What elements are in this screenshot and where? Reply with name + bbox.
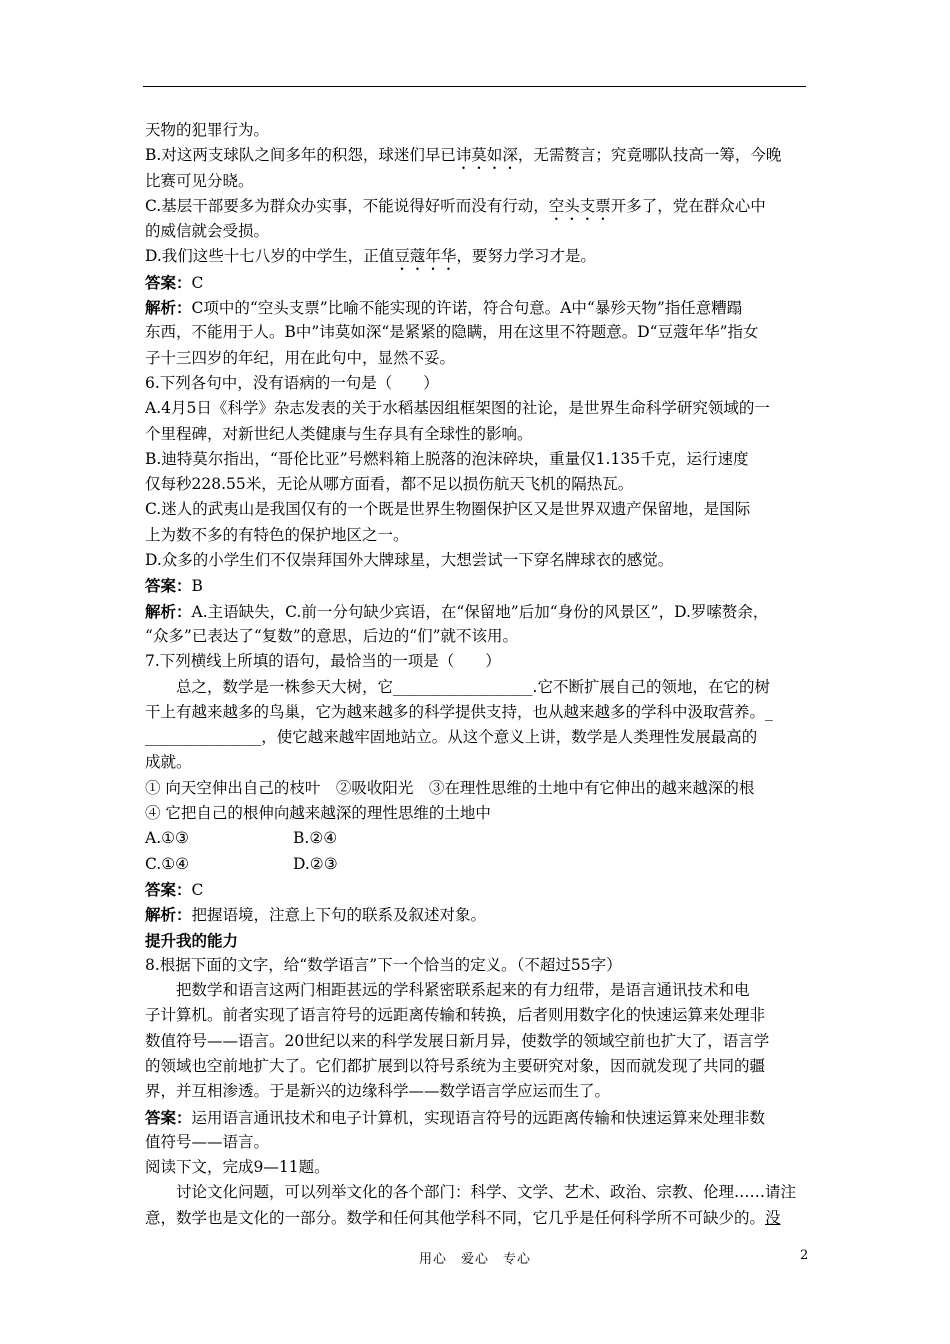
reading-instruction	[145, 1155, 810, 1180]
text-line	[145, 118, 810, 143]
option-b-text: B.迪特莫尔指出，“哥伦比亚”号燃料箱上脱落的泡沫碎块，重量仅1.135千克，运行速度	[145, 449, 749, 468]
option-c-text: C.迷人的武夷山是我国仅有的一个既是世界生物圈保护区又是世界双遗产保留地，是国际	[145, 500, 751, 519]
analysis-line	[145, 902, 810, 927]
fill-blank: _______________	[145, 728, 262, 747]
passage-text: 干上有越来越多的鸟巢，它为越来越多的科学提供支持，也从越来越多的学科中汲取营养。_	[145, 702, 773, 721]
page-content	[145, 118, 810, 1231]
passage-text: 把数学和语言这两门相距甚远的学科紧密联系起来的有力纽带，是语言通讯技术和电	[176, 981, 750, 1000]
passage-line	[145, 1029, 810, 1054]
answer-value: 运用语言通讯技术和电子计算机，实现语言符号的远距离传输和快速运算来处理非数	[191, 1108, 766, 1127]
instruction-text: 阅读下文，完成9—11题。	[145, 1158, 330, 1177]
option-row	[145, 852, 810, 877]
passage-text: 意，数学也是文化的一部分。数学和任何其他学科不同，它几乎是任何科学所不可缺少的。	[145, 1208, 766, 1227]
answer-line	[145, 573, 810, 598]
analysis-text: C项中的“空头支票”比喻不能实现的许诺，符合句意。A中“暴殄天物”指任意糟蹋	[191, 299, 743, 318]
option-c-continuation: 的威信就会受损。	[145, 222, 270, 241]
answer-label: 答案：	[145, 879, 192, 899]
answer-value: B	[191, 577, 203, 596]
option-line	[145, 396, 810, 421]
header-rule	[143, 86, 806, 87]
analysis-label: 解析：	[145, 905, 192, 925]
option-line	[145, 497, 810, 522]
answer-value: C	[191, 273, 204, 292]
answer-label: 答案：	[145, 272, 192, 292]
text-line	[145, 143, 810, 168]
answer-line	[145, 270, 810, 295]
passage-text: 总之，数学是一株参天大树，它	[176, 677, 394, 696]
underlined-text: 没	[765, 1208, 781, 1227]
option-line	[145, 523, 810, 548]
text-line	[145, 169, 810, 194]
option-b-text: B.对这两支球队之间多年的积怨，球迷们早已	[145, 146, 456, 165]
answer-value: 值符号——语言。	[145, 1132, 270, 1151]
choice-sentence: ① 向天空伸出自己的枝叶 ②吸收阳光 ③在理性思维的土地中有它伸出的越来越深的根	[145, 778, 755, 797]
analysis-label: 解析：	[145, 601, 192, 621]
fill-blank: __________________	[393, 677, 533, 696]
passage-text: 成就。	[145, 753, 192, 772]
passage-line	[145, 725, 810, 750]
passage-line	[145, 675, 810, 700]
passage-line	[145, 750, 810, 775]
answer-line	[145, 877, 810, 902]
passage-text: 界，并互相渗透。于是新兴的边缘科学——数学语言学应运而生了。	[145, 1082, 611, 1101]
option-line	[145, 472, 810, 497]
option-line	[145, 422, 810, 447]
page-number: 2	[800, 1248, 809, 1263]
option-b: B.②④	[293, 829, 338, 848]
analysis-text: “众多”已表达了“复数”的意思，后边的“们”就不该用。	[145, 626, 519, 645]
option-line	[145, 447, 810, 472]
option-d-text: D.我们这些十七八岁的中学生，正值	[145, 247, 395, 266]
analysis-text: A.主语缺失，C.前一分句缺少宾语，在“保留地”后加“身份的风景区”，D.罗嗦赘余，	[191, 602, 769, 621]
analysis-line	[145, 295, 810, 320]
passage-line	[145, 1003, 810, 1028]
passage-text: 的领域也空前地扩大了。它们都扩展到以符号系统为主要研究对象，因而就发现了共同的疆	[145, 1056, 766, 1075]
question-6	[145, 371, 810, 396]
option-a-continuation: 天物的犯罪行为。	[145, 121, 270, 139]
option-b-text: ，无需赘言；究竟哪队技高一筹，今晚	[517, 146, 782, 165]
option-a-text: 个里程碑，对新世纪人类健康与生存具有全球性的影响。	[145, 424, 533, 443]
passage-line	[145, 1206, 810, 1231]
question-text: 8.根据下面的文字，给“数学语言”下一个恰当的定义。（不超过55字）	[145, 955, 622, 974]
analysis-line	[145, 346, 810, 371]
option-c: C.①④	[145, 854, 190, 873]
analysis-line	[145, 599, 810, 624]
option-c-text: 开多了，党在群众心中	[610, 196, 766, 215]
option-row	[145, 826, 810, 851]
footer-motto: 用心 爱心 专心	[418, 1252, 531, 1267]
passage-line	[145, 978, 810, 1003]
emphasized-idiom: 豆蔻年华	[394, 247, 457, 266]
analysis-line	[145, 624, 810, 649]
answer-line	[145, 1105, 810, 1130]
analysis-text: 东西，不能用于人。B中”讳莫如深“是紧紧的隐瞒，用在这里不符题意。D“豆蔻年华”指女	[145, 323, 759, 342]
analysis-line	[145, 320, 810, 345]
passage-text: ，使它越来越牢固地站立。从这个意义上讲，数学是人类理性发展最高的	[261, 728, 758, 747]
analysis-text: 把握语境，注意上下句的联系及叙述对象。	[191, 906, 487, 925]
passage-text: .它不断扩展自己的领地，在它的树	[532, 677, 770, 696]
text-line	[145, 194, 810, 219]
emphasized-idiom: 空头支票	[548, 196, 611, 215]
answer-label: 答案：	[145, 576, 192, 596]
passage-line	[145, 700, 810, 725]
analysis-text: 子十三四岁的年纪，用在此句中，显然不妥。	[145, 348, 456, 367]
question-7	[145, 649, 810, 674]
answer-value: C	[191, 880, 204, 899]
option-b-text: 仅每秒228.55米，无论从哪方面看，都不足以损伤航天飞机的隔热瓦。	[145, 475, 634, 494]
passage-line	[145, 1180, 810, 1205]
option-d-text: ，要努力学习才是。	[456, 247, 596, 266]
option-a: A.①③	[145, 829, 189, 848]
question-8	[145, 953, 810, 978]
text-line	[145, 244, 810, 269]
section-title: 提升我的能力	[145, 930, 239, 950]
passage-line	[145, 1054, 810, 1079]
answer-label: 答案：	[145, 1107, 192, 1127]
emphasized-idiom: 讳莫如深	[455, 146, 518, 165]
passage-line	[145, 1079, 810, 1104]
choice-sentences	[145, 801, 810, 826]
option-d-text: D.众多的小学生们不仅崇拜国外大牌球星，大想尝试一下穿名牌球衣的感觉。	[145, 551, 674, 570]
option-d: D.②③	[293, 854, 338, 873]
text-line	[145, 219, 810, 244]
option-b-continuation: 比赛可见分晓。	[145, 171, 254, 190]
passage-text: 子计算机。前者实现了语言符号的远距离传输和转换，后者则用数字化的快速运算来处理非	[145, 1006, 766, 1025]
choice-sentence: ④ 它把自己的根伸向越来越深的理性思维的土地中	[145, 804, 491, 823]
option-a-text: A.4月5日《科学》杂志发表的关于水稻基因组框架图的社论，是世界生命科学研究领域的一	[145, 399, 770, 418]
passage-text: 讨论文化问题，可以列举文化的各个部门：科学、文学、艺术、政治、宗教、伦理……请注	[176, 1183, 797, 1202]
answer-line	[145, 1130, 810, 1155]
choice-sentences	[145, 776, 810, 801]
option-line	[145, 548, 810, 573]
question-text: 7.下列横线上所填的语句，最恰当的一项是（ ）	[145, 652, 501, 671]
section-heading	[145, 928, 810, 953]
option-c-text: 上为数不多的有特色的保护地区之一。	[145, 525, 409, 544]
analysis-label: 解析：	[145, 298, 192, 318]
question-text: 6.下列各句中，没有语病的一句是（ ）	[145, 373, 439, 392]
option-c-text: C.基层干部要多为群众办实事，不能说得好听而没有行动，	[145, 196, 549, 215]
passage-text: 数值符号——语言。20世纪以来的科学发展日新月异，使数学的领域空前也扩大了，语言学	[145, 1031, 770, 1050]
